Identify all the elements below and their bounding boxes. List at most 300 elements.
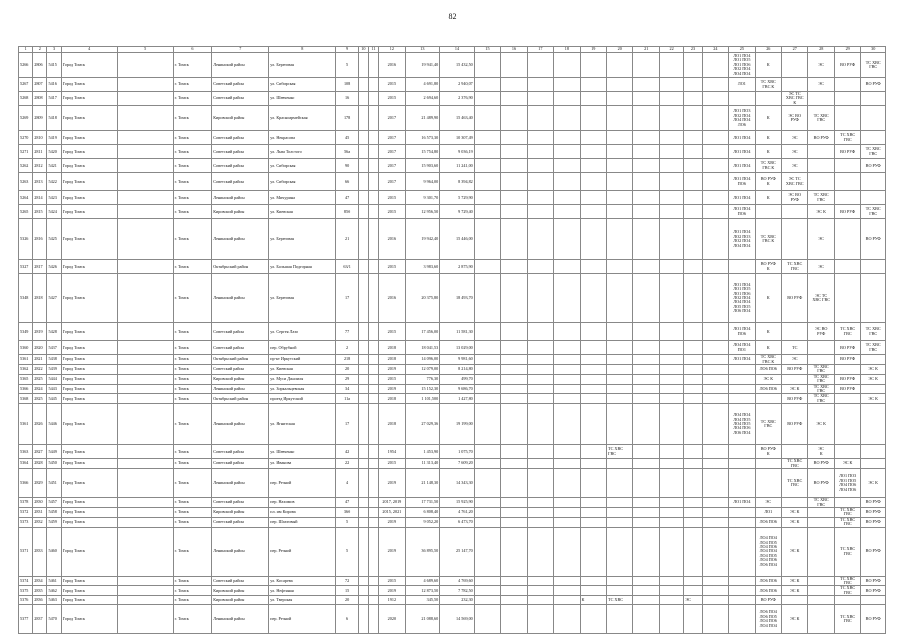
table-cell-col-2: 2828: [33, 459, 47, 469]
table-cell-col-13: 21 088,60: [405, 605, 440, 634]
table-cell-col-26: ЛО6 ПО6: [755, 365, 781, 375]
table-cell-col-18: [554, 498, 580, 508]
table-cell-col-14: 14 569,00: [440, 605, 475, 634]
table-cell-col-5: [117, 205, 173, 219]
table-cell-col-11: [368, 355, 378, 365]
table-row: [19, 145, 886, 159]
table-cell-col-7: Советский район: [212, 365, 269, 375]
table-cell-col-14: 9 036,19: [440, 145, 475, 159]
table-cell-col-1: 5374: [19, 576, 33, 586]
column-number-2: 2: [33, 47, 47, 53]
table-cell-col-7: Ленинский район: [212, 404, 269, 445]
table-cell-col-28: ЭС ТС ХВС ГВС: [808, 274, 834, 323]
table-cell-col-16: [501, 445, 527, 459]
table-cell-col-3: 5458: [47, 507, 61, 517]
table-cell-col-12: 2019: [379, 586, 405, 596]
table-cell-col-21: [633, 106, 659, 131]
table-cell-col-26: [755, 469, 781, 498]
table-cell-col-6: г. Томск: [173, 517, 212, 527]
table-cell-col-11: [368, 576, 378, 586]
table-cell-col-14: 9 686,70: [440, 384, 475, 394]
table-cell-col-22: [659, 527, 683, 576]
table-cell-col-24: [702, 394, 728, 404]
table-cell-col-19: [580, 53, 606, 78]
table-cell-col-13: 1 453,90: [405, 445, 440, 459]
table-cell-col-13: 12 079,00: [405, 365, 440, 375]
table-cell-col-7: Кировский район: [212, 507, 269, 517]
table-cell-col-22: [659, 459, 683, 469]
table-cell-col-24: [702, 53, 728, 78]
table-cell-col-29: [834, 498, 860, 508]
table-cell-col-11: [368, 365, 378, 375]
table-cell-col-14: 25 147,70: [440, 527, 475, 576]
table-cell-col-28: ВО РУФ: [808, 459, 834, 469]
table-cell-col-25: [729, 92, 755, 106]
table-cell-col-23: [684, 145, 702, 159]
table-cell-col-5: [117, 131, 173, 145]
table-cell-col-23: [684, 445, 702, 459]
table-cell-col-12: 2015: [379, 459, 405, 469]
table-cell-col-30: [861, 404, 886, 445]
table-cell-col-1: 5262: [19, 159, 33, 173]
table-cell-col-21: [633, 260, 659, 274]
table-cell-col-20: [607, 78, 633, 92]
table-cell-col-29: [834, 365, 860, 375]
table-cell-col-4: Город Томск: [61, 527, 117, 576]
table-cell-col-15: [474, 274, 500, 323]
table-cell-col-13: 15 152,30: [405, 384, 440, 394]
table-cell-col-27: ТС ХВС ГВС: [782, 260, 808, 274]
table-cell-col-19: [580, 219, 606, 260]
table-cell-col-25: ЛО1 ПО4: [729, 498, 755, 508]
column-number-5: 5: [117, 47, 173, 53]
table-cell-col-7: Советский район: [212, 131, 269, 145]
table-cell-col-30: [861, 173, 886, 191]
table-cell-col-7: Кировский район: [212, 374, 269, 384]
table-cell-col-8: ул. Сибирская: [269, 173, 336, 191]
table-cell-col-9: 47: [336, 498, 358, 508]
table-cell-col-16: [501, 173, 527, 191]
table-cell-col-12: 2015: [379, 323, 405, 341]
table-cell-col-21: [633, 365, 659, 375]
table-cell-col-3: 5439: [47, 365, 61, 375]
table-cell-col-4: Город Томск: [61, 404, 117, 445]
table-row: [19, 323, 886, 341]
table-cell-col-8: ул. Шевченко: [269, 92, 336, 106]
table-cell-col-22: [659, 576, 683, 586]
table-cell-col-27: ЭС К: [782, 384, 808, 394]
table-cell-col-7: Советский район: [212, 517, 269, 527]
table-cell-col-25: [729, 527, 755, 576]
table-cell-col-29: ТС ХВС ГВС: [834, 507, 860, 517]
table-cell-col-12: 2015: [379, 374, 405, 384]
table-cell-col-1: 5376: [19, 596, 33, 605]
table-cell-col-6: г. Томск: [173, 219, 212, 260]
table-cell-col-8: ул. Льва Толстого: [269, 145, 336, 159]
table-cell-col-7: Ленинский район: [212, 527, 269, 576]
table-cell-col-16: [501, 605, 527, 634]
column-number-4: 4: [61, 47, 117, 53]
table-cell-col-14: 8 214,80: [440, 365, 475, 375]
table-cell-col-17: [527, 355, 553, 365]
table-cell-col-17: [527, 374, 553, 384]
table-cell-col-19: [580, 355, 606, 365]
table-cell-col-7: Ленинский район: [212, 605, 269, 634]
table-cell-col-10: [358, 394, 368, 404]
table-cell-col-9: 5: [336, 517, 358, 527]
table-cell-col-2: 2821: [33, 355, 47, 365]
table-cell-col-20: [607, 469, 633, 498]
table-cell-col-4: Город Томск: [61, 517, 117, 527]
table-cell-col-20: [607, 159, 633, 173]
table-cell-col-29: ТС ХВС ГВС: [834, 527, 860, 576]
table-cell-col-11: [368, 78, 378, 92]
table-cell-col-21: [633, 145, 659, 159]
table-cell-col-17: [527, 605, 553, 634]
table-cell-col-3: 5419: [47, 131, 61, 145]
table-cell-col-30: ЭС К: [861, 469, 886, 498]
table-cell-col-30: ВО РУФ: [861, 527, 886, 576]
table-cell-col-17: [527, 131, 553, 145]
table-cell-col-12: 2015: [379, 260, 405, 274]
table-cell-col-28: ЭС: [808, 78, 834, 92]
table-cell-col-17: [527, 274, 553, 323]
table-cell-col-4: Город Томск: [61, 106, 117, 131]
table-cell-col-10: [358, 374, 368, 384]
table-cell-col-3: 5416: [47, 78, 61, 92]
table-cell-col-8: пер. Нахимов: [269, 498, 336, 508]
table-cell-col-6: г. Томск: [173, 355, 212, 365]
table-cell-col-6: г. Томск: [173, 507, 212, 517]
table-cell-col-29: ЛО1 ПО3 ЛО1 ПО5 ЛО4 ПО6 ЛО4 ПО6: [834, 469, 860, 498]
table-cell-col-19: [580, 260, 606, 274]
table-cell-col-8: ул. Береговая: [269, 274, 336, 323]
table-cell-col-16: [501, 576, 527, 586]
table-cell-col-17: [527, 106, 553, 131]
table-cell-col-25: ЛО1 ПО3 ЛО2 ПО4 ЛО4 ПО4 ЛО6: [729, 106, 755, 131]
table-cell-col-15: [474, 323, 500, 341]
table-cell-col-2: 2826: [33, 404, 47, 445]
table-cell-col-13: 6 808,40: [405, 507, 440, 517]
table-cell-col-9: 56а: [336, 145, 358, 159]
table-cell-col-30: ВО РУФ: [861, 78, 886, 92]
table-cell-col-26: К: [755, 145, 781, 159]
column-number-18: 18: [554, 47, 580, 53]
table-cell-col-5: [117, 191, 173, 205]
table-cell-col-12: 2016: [379, 53, 405, 78]
table-cell-col-22: [659, 355, 683, 365]
table-cell-col-25: ЛО1 ПО4: [729, 191, 755, 205]
table-cell-col-4: Город Томск: [61, 274, 117, 323]
table-cell-col-16: [501, 394, 527, 404]
table-cell-col-13: 15 754,80: [405, 145, 440, 159]
table-cell-col-26: [755, 394, 781, 404]
table-row: [19, 53, 886, 78]
table-cell-col-20: [607, 576, 633, 586]
table-cell-col-20: [607, 191, 633, 205]
table-cell-col-3: 5422: [47, 173, 61, 191]
table-cell-col-9: 17: [336, 274, 358, 323]
table-cell-col-1: 5371: [19, 527, 33, 576]
table-cell-col-14: 18 493,70: [440, 274, 475, 323]
table-cell-col-10: [358, 274, 368, 323]
table-cell-col-11: [368, 527, 378, 576]
table-cell-col-3: 5424: [47, 205, 61, 219]
table-cell-col-8: пер. Обрубной: [269, 341, 336, 355]
table-cell-col-1: 5361: [19, 355, 33, 365]
table-cell-col-14: 11 581,30: [440, 323, 475, 341]
table-cell-col-13: 11 313,40: [405, 459, 440, 469]
table-cell-col-18: [554, 469, 580, 498]
table-cell-col-13: 9 301,70: [405, 191, 440, 205]
column-number-11: 11: [368, 47, 378, 53]
table-cell-col-2: 2807: [33, 78, 47, 92]
table-row: [19, 365, 886, 375]
table-cell-col-1: 5268: [19, 92, 33, 106]
table-cell-col-6: г. Томск: [173, 596, 212, 605]
table-cell-col-26: [755, 92, 781, 106]
table-cell-col-23: [684, 498, 702, 508]
table-cell-col-21: [633, 404, 659, 445]
table-cell-col-22: [659, 219, 683, 260]
table-cell-col-4: Город Томск: [61, 445, 117, 459]
table-cell-col-12: 2015: [379, 92, 405, 106]
table-cell-col-22: [659, 605, 683, 634]
table-cell-col-27: ЭС К: [782, 527, 808, 576]
table-row: [19, 498, 886, 508]
table-cell-col-16: [501, 341, 527, 355]
table-cell-col-19: [580, 78, 606, 92]
table-cell-col-2: 2818: [33, 274, 47, 323]
table-cell-col-23: [684, 78, 702, 92]
table-row: [19, 527, 886, 576]
column-number-27: 27: [782, 47, 808, 53]
table-cell-col-13: 3 983,60: [405, 260, 440, 274]
table-cell-col-11: [368, 92, 378, 106]
table-cell-col-12: 2018: [379, 394, 405, 404]
table-cell-col-29: ТС ХВС ГВС: [834, 586, 860, 596]
table-cell-col-15: [474, 78, 500, 92]
table-cell-col-13: 9 964,00: [405, 173, 440, 191]
table-cell-col-2: 2834: [33, 576, 47, 586]
table-cell-col-10: [358, 507, 368, 517]
table-cell-col-3: 5450: [47, 459, 61, 469]
table-cell-col-6: г. Томск: [173, 586, 212, 596]
table-cell-col-11: [368, 131, 378, 145]
table-cell-col-26: К: [755, 131, 781, 145]
table-cell-col-2: 2812: [33, 159, 47, 173]
table-cell-col-8: ул. Косарева: [269, 576, 336, 586]
table-cell-col-8: ул. Сибирская: [269, 78, 336, 92]
table-cell-col-12: 1954: [379, 445, 405, 459]
table-cell-col-20: [607, 260, 633, 274]
table-cell-col-30: ВО РУФ: [861, 586, 886, 596]
table-cell-col-29: ТС ХВС ГВС: [834, 323, 860, 341]
table-cell-col-6: г. Томск: [173, 445, 212, 459]
table-cell-col-15: [474, 173, 500, 191]
table-cell-col-23: [684, 527, 702, 576]
table-cell-col-27: ЭС: [782, 355, 808, 365]
table-cell-col-9: 85б: [336, 205, 358, 219]
table-cell-col-18: [554, 374, 580, 384]
table-cell-col-25: [729, 576, 755, 586]
table-cell-col-29: ТС ХВС ГВС: [834, 576, 860, 586]
table-cell-col-2: 2832: [33, 517, 47, 527]
table-cell-col-1: 5327: [19, 260, 33, 274]
table-cell-col-6: г. Томск: [173, 459, 212, 469]
table-cell-col-12: 2015: [379, 191, 405, 205]
table-cell-col-24: [702, 159, 728, 173]
table-cell-col-18: [554, 445, 580, 459]
table-cell-col-17: [527, 341, 553, 355]
table-cell-col-19: [580, 323, 606, 341]
table-cell-col-27: ТС: [782, 341, 808, 355]
table-cell-col-29: [834, 173, 860, 191]
table-cell-col-5: [117, 53, 173, 78]
table-cell-col-10: [358, 365, 368, 375]
table-cell-col-7: Кировский район: [212, 205, 269, 219]
table-cell-col-6: г. Томск: [173, 394, 212, 404]
table-cell-col-15: [474, 404, 500, 445]
table-cell-col-28: ЭС К: [808, 445, 834, 459]
table-cell-col-10: [358, 159, 368, 173]
table-cell-col-27: ЭС ТС ХВС ГВС К: [782, 92, 808, 106]
table-cell-col-9: 20: [336, 596, 358, 605]
table-cell-col-15: [474, 219, 500, 260]
table-cell-col-6: г. Томск: [173, 191, 212, 205]
table-cell-col-25: ЛО1 ПО4 ПО6: [729, 205, 755, 219]
table-cell-col-22: [659, 498, 683, 508]
table-cell-col-21: [633, 374, 659, 384]
table-cell-col-22: [659, 517, 683, 527]
table-cell-col-24: [702, 219, 728, 260]
table-cell-col-9: 34: [336, 384, 358, 394]
table-cell-col-19: [580, 173, 606, 191]
table-cell-col-6: г. Томск: [173, 384, 212, 394]
table-cell-col-14: 7 609,20: [440, 459, 475, 469]
table-cell-col-5: [117, 605, 173, 634]
table-cell-col-26: ЛО6 ПО6: [755, 384, 781, 394]
table-cell-col-6: г. Томск: [173, 159, 212, 173]
table-cell-col-14: 13 029,00: [440, 341, 475, 355]
table-cell-col-1: 5365: [19, 374, 33, 384]
table-cell-col-19: [580, 205, 606, 219]
table-cell-col-11: [368, 517, 378, 527]
table-cell-col-3: 5428: [47, 323, 61, 341]
table-cell-col-11: [368, 586, 378, 596]
table-cell-col-30: ТС ХВС ГВС: [861, 53, 886, 78]
table-cell-col-29: ТС ХВС ГВС: [834, 605, 860, 634]
table-cell-col-24: [702, 404, 728, 445]
table-cell-col-29: [834, 78, 860, 92]
table-cell-col-4: Город Томск: [61, 365, 117, 375]
table-row: [19, 596, 886, 605]
table-cell-col-15: [474, 394, 500, 404]
table-cell-col-8: ул. Мичурина: [269, 191, 336, 205]
table-cell-col-10: [358, 596, 368, 605]
table-cell-col-14: 15 432,50: [440, 53, 475, 78]
table-cell-col-16: [501, 498, 527, 508]
table-cell-col-29: ВО РУФ: [834, 205, 860, 219]
table-cell-col-5: [117, 498, 173, 508]
table-cell-col-7: Советский район: [212, 445, 269, 459]
table-cell-col-12: 2015: [379, 78, 405, 92]
table-cell-col-18: [554, 576, 580, 586]
table-cell-col-19: [580, 341, 606, 355]
table-cell-col-13: 20 375,80: [405, 274, 440, 323]
table-cell-col-24: [702, 205, 728, 219]
table-cell-col-3: 5457: [47, 498, 61, 508]
table-cell-col-15: [474, 576, 500, 586]
table-cell-col-29: ТС ХВС ГВС: [834, 131, 860, 145]
table-cell-col-25: [729, 260, 755, 274]
table-cell-col-16: [501, 365, 527, 375]
table-cell-col-4: Город Томск: [61, 53, 117, 78]
table-cell-col-22: [659, 92, 683, 106]
table-cell-col-15: [474, 586, 500, 596]
table-cell-col-3: 5425: [47, 219, 61, 260]
table-cell-col-14: 8 394,82: [440, 173, 475, 191]
table-cell-col-22: [659, 384, 683, 394]
table-cell-col-10: [358, 131, 368, 145]
table-cell-col-5: [117, 469, 173, 498]
table-cell-col-21: [633, 78, 659, 92]
table-cell-col-28: ЭС К: [808, 404, 834, 445]
table-cell-col-6: г. Томск: [173, 260, 212, 274]
column-number-30: 30: [861, 47, 886, 53]
table-cell-col-7: Советский район: [212, 341, 269, 355]
table-cell-col-23: ЭС: [684, 596, 702, 605]
table-cell-col-23: [684, 469, 702, 498]
table-cell-col-21: [633, 274, 659, 323]
table-cell-col-13: 15 903,60: [405, 159, 440, 173]
table-cell-col-13: 36 895,50: [405, 527, 440, 576]
table-cell-col-6: г. Томск: [173, 404, 212, 445]
table-cell-col-13: 776,30: [405, 374, 440, 384]
table-cell-col-29: [834, 260, 860, 274]
table-cell-col-26: ТС ХВС ГВС К: [755, 78, 781, 92]
table-cell-col-20: [607, 507, 633, 517]
table-cell-col-25: ЛО1 ПО4 ЛО1 ПО5 ЛО1 ПО6 ЛО2 ПО4 ЛО4 ПО4 ЛО5 ПО5 ЛО6 ПО4: [729, 274, 755, 323]
table-cell-col-26: ЛО6 ПО4 ЛО6 ПО5 ЛО4 ПО6 ЛО4 ПО4: [755, 605, 781, 634]
table-cell-col-14: 2 940,07: [440, 78, 475, 92]
table-cell-col-5: [117, 260, 173, 274]
table-cell-col-28: [808, 517, 834, 527]
table-cell-col-30: [861, 445, 886, 459]
table-cell-col-13: 19 941,40: [405, 53, 440, 78]
table-cell-col-11: [368, 498, 378, 508]
table-cell-col-28: ЭС К: [808, 205, 834, 219]
table-cell-col-24: [702, 173, 728, 191]
table-cell-col-21: [633, 605, 659, 634]
table-cell-col-14: 10 307,49: [440, 131, 475, 145]
table-cell-col-15: [474, 445, 500, 459]
table-cell-col-17: [527, 394, 553, 404]
table-cell-col-8: ул. Киевская: [269, 205, 336, 219]
table-cell-col-1: 5375: [19, 586, 33, 596]
table-row: [19, 219, 886, 260]
table-cell-col-14: 4 769,60: [440, 576, 475, 586]
table-cell-col-2: 2815: [33, 205, 47, 219]
table-cell-col-16: [501, 274, 527, 323]
table-cell-col-25: [729, 596, 755, 605]
table-cell-col-18: [554, 341, 580, 355]
table-cell-col-21: [633, 394, 659, 404]
table-cell-col-17: [527, 469, 553, 498]
table-cell-col-2: 2813: [33, 173, 47, 191]
table-cell-col-7: Ленинский район: [212, 469, 269, 498]
table-cell-col-29: [834, 274, 860, 323]
